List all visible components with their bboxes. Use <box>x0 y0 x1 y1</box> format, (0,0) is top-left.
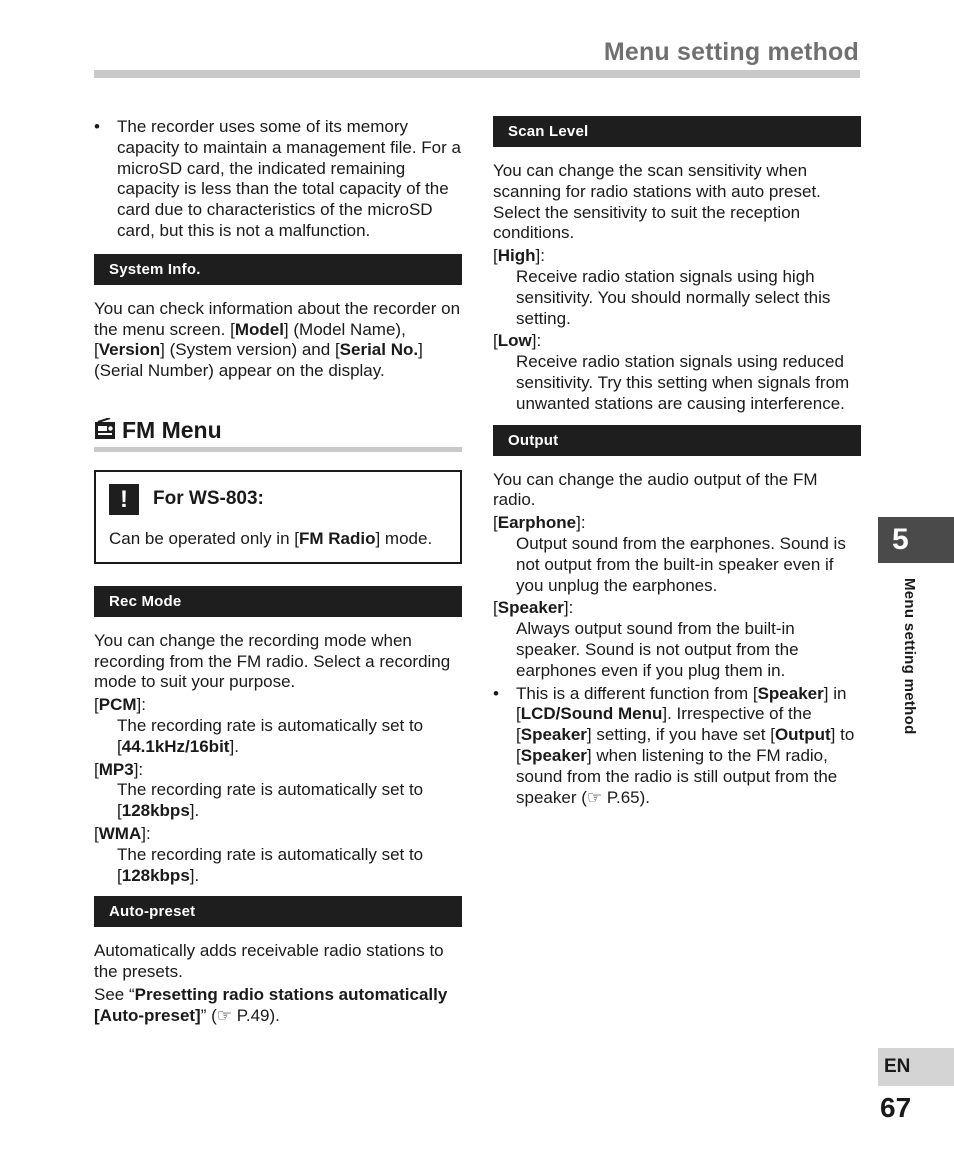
page-number: 67 <box>880 1092 912 1123</box>
fm-menu-heading <box>94 415 462 452</box>
chapter-tab: 5 <box>878 517 954 563</box>
rec-mode-intro: You can change the recording mode when recording from the FM radio. Select a recording mode to suit your purpose. <box>94 630 451 692</box>
language-tab: EN <box>878 1048 954 1086</box>
fm-menu-title: FM Menu <box>122 416 222 443</box>
output-note-bullet <box>493 684 861 809</box>
section-heading-system-info: System Info. <box>94 254 462 285</box>
scan-level-option: [Low]: Receive radio station signals using reduced sensitivity. Try this setting when signals from unwanted stations are causing interference. <box>493 331 850 413</box>
header-rule <box>94 70 860 78</box>
model-note-box <box>94 470 462 564</box>
output-note-text: This is a different function from [Speaker] in [LCD/Sound Menu]. Irrespective of the [Speaker] setting, if you have set [Output] to [Speaker] when listening to the FM radio, sound from the radio is still output from the speaker (☞ P.65). <box>516 683 855 807</box>
chapter-side-label: Menu setting method <box>901 578 918 735</box>
left-column <box>94 117 462 1027</box>
memory-note-text: The recorder uses some of its memory capacity to maintain a management file. For a microSD card, the indicated remaining capacity is less than the total capacity of the card due to characteristics of the microSD card, but this is not a malfunction. <box>117 117 461 240</box>
scan-level-intro: You can change the scan sensitivity when scanning for radio stations with auto preset. Select the sensitivity to suit the reception conditions. <box>493 161 821 243</box>
rec-mode-option: [WMA]: The recording rate is automatically set to [128kbps]. <box>94 823 424 885</box>
section-heading-auto-preset: Auto-preset <box>94 896 462 927</box>
scan-level-option: [High]: Receive radio station signals using high sensitivity. You should normally select this setting. <box>493 246 831 328</box>
rec-mode-option: [MP3]: The recording rate is automatically set to [128kbps]. <box>94 759 424 821</box>
output-option: [Speaker]: Always output sound from the built-in speaker. Sound is not output from the earphones even if you plug them in. <box>493 598 799 680</box>
bullet-dot: • <box>94 117 100 136</box>
page-header-title: Menu setting method <box>603 38 859 66</box>
auto-preset-intro: Automatically adds receivable radio stations to the presets. <box>94 941 444 982</box>
exclamation-icon: ! <box>109 484 139 515</box>
system-info-text: You can check information about the recorder on the menu screen. [Model] (Model Name), [Version] (System version) and [Serial No.] (Serial Number) appear on the display. <box>94 298 461 381</box>
auto-preset-reference: See “Presetting radio stations automatically [Auto-preset]” (☞ P.49). <box>94 984 448 1025</box>
right-column <box>493 116 861 808</box>
rec-mode-option: [PCM]: The recording rate is automatically set to [44.1kHz/16bit]. <box>94 695 424 756</box>
output-option: [Earphone]: Output sound from the earphones. Sound is not output from the built-in speaker even if you unplug the earphones. <box>493 513 846 595</box>
memory-note-bullet <box>94 117 462 242</box>
radio-icon <box>94 418 116 443</box>
note-title: For WS-803: <box>153 488 264 510</box>
note-text: Can be operated only in [FM Radio] mode. <box>109 528 433 548</box>
fm-menu-rule <box>94 447 462 452</box>
bullet-dot: • <box>493 683 499 703</box>
section-heading-scan-level: Scan Level <box>493 116 861 147</box>
section-heading-rec-mode: Rec Mode <box>94 586 462 617</box>
output-intro: You can change the audio output of the FM radio. <box>493 469 818 510</box>
section-heading-output: Output <box>493 425 861 456</box>
